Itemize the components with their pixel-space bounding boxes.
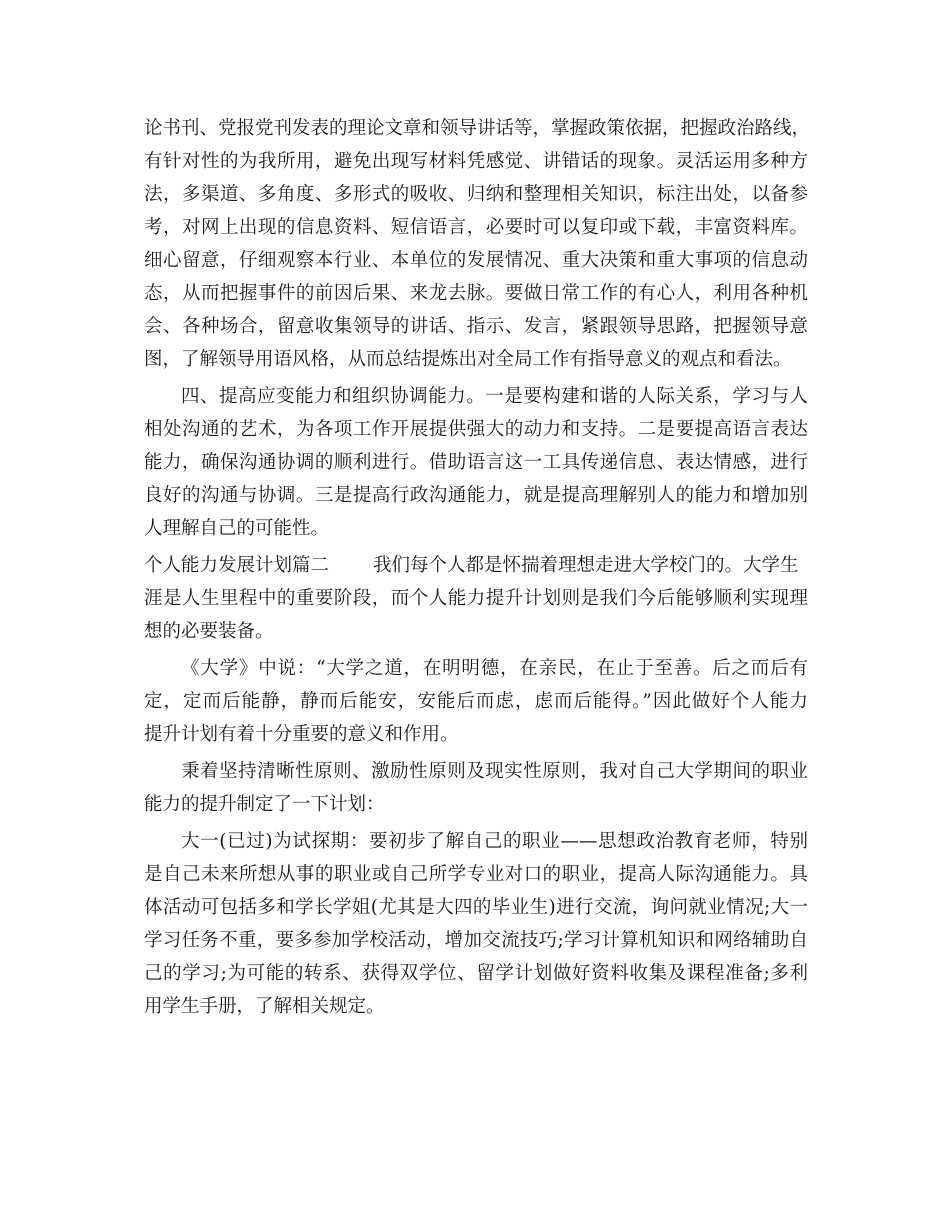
text-line: 能力，确保沟通协调的顺利进行。借助语言这一工具传递信息、表达情感，进行 [144, 452, 808, 473]
paragraph-5 [144, 755, 808, 821]
paragraph-3 [144, 549, 808, 648]
text-line: 学习任务不重，要多参加学校活动，增加交流技巧;学习计算机知识和网络辅助自 [144, 930, 808, 951]
text-line: 有针对性的为我所用，避免出现写材料凭感觉、讲错话的现象。灵活运用多种方 [144, 151, 808, 172]
text-line: 态，从而把握事件的前因后果、来龙去脉。要做日常工作的有心人，利用各种机 [144, 283, 808, 304]
text-line: 能力的提升制定了一下计划： [144, 794, 385, 815]
text-line: 考，对网上出现的信息资料、短信语言，必要时可以复印或下载，丰富资料库。 [144, 217, 808, 238]
section-heading: 个人能力发展计划篇二 [144, 555, 330, 576]
text-line: 会、各种场合，留意收集领导的讲话、指示、发言，紧跟领导思路，把握领导意 [144, 316, 808, 337]
document-body [144, 112, 811, 1027]
text-line [144, 549, 808, 582]
text-line: 良好的沟通与协调。三是提高行政沟通能力，就是提高理解别人的能力和增加别 [144, 485, 808, 506]
text-line: 四、提高应变能力和组织协调能力。一是要构建和谐的人际关系，学习与人 [181, 386, 808, 407]
paragraph-2 [144, 380, 808, 545]
text-line: 《大学》中说：“大学之道，在明明德，在亲民，在止于至善。后之而后有 [181, 658, 808, 679]
text-line: 己的学习;为可能的转系、获得双学位、留学计划做好资料收集及课程准备;多利 [144, 963, 808, 984]
text-line: 想的必要装备。 [144, 621, 274, 642]
text-line: 人理解自己的可能性。 [144, 518, 330, 539]
text-line: 提升计划有着十分重要的意义和作用。 [144, 724, 459, 745]
text-line: 法，多渠道、多角度、多形式的吸收、归纳和整理相关知识，标注出处，以备参 [144, 184, 808, 205]
paragraph-6 [144, 825, 808, 1023]
text-line: 用学生手册，了解相关规定。 [144, 996, 385, 1017]
text-line: 秉着坚持清晰性原则、激励性原则及现实性原则，我对自己大学期间的职业 [181, 761, 808, 782]
text-line-content: 我们每个人都是怀揣着理想走进大学校门的。大学生 [373, 555, 799, 576]
text-line: 相处沟通的艺术，为各项工作开展提供强大的动力和支持。二是要提高语言表达 [144, 419, 808, 440]
paragraph-4 [144, 652, 808, 751]
text-line: 定，定而后能静，静而后能安，安能后而虑，虑而后能得。”因此做好个人能力 [144, 691, 808, 712]
text-line: 体活动可包括多和学长学姐(尤其是大四的毕业生)进行交流，询问就业情况;大一 [144, 897, 808, 918]
text-line: 涯是人生里程中的重要阶段，而个人能力提升计划则是我们今后能够顺利实现理 [144, 588, 808, 609]
text-line: 大一(已过)为试探期：要初步了解自己的职业——思想政治教育老师，特别 [181, 831, 808, 852]
text-line: 细心留意，仔细观察本行业、本单位的发展情况、重大决策和重大事项的信息动 [144, 250, 808, 271]
text-line: 图，了解领导用语风格，从而总结提炼出对全局工作有指导意义的观点和看法。 [144, 349, 792, 370]
text-line: 论书刊、党报党刊发表的理论文章和领导讲话等，掌握政策依据，把握政治路线， [144, 118, 811, 139]
paragraph-1 [144, 112, 811, 376]
text-line: 是自己未来所想从事的职业或自己所学专业对口的职业，提高人际沟通能力。具 [144, 864, 808, 885]
